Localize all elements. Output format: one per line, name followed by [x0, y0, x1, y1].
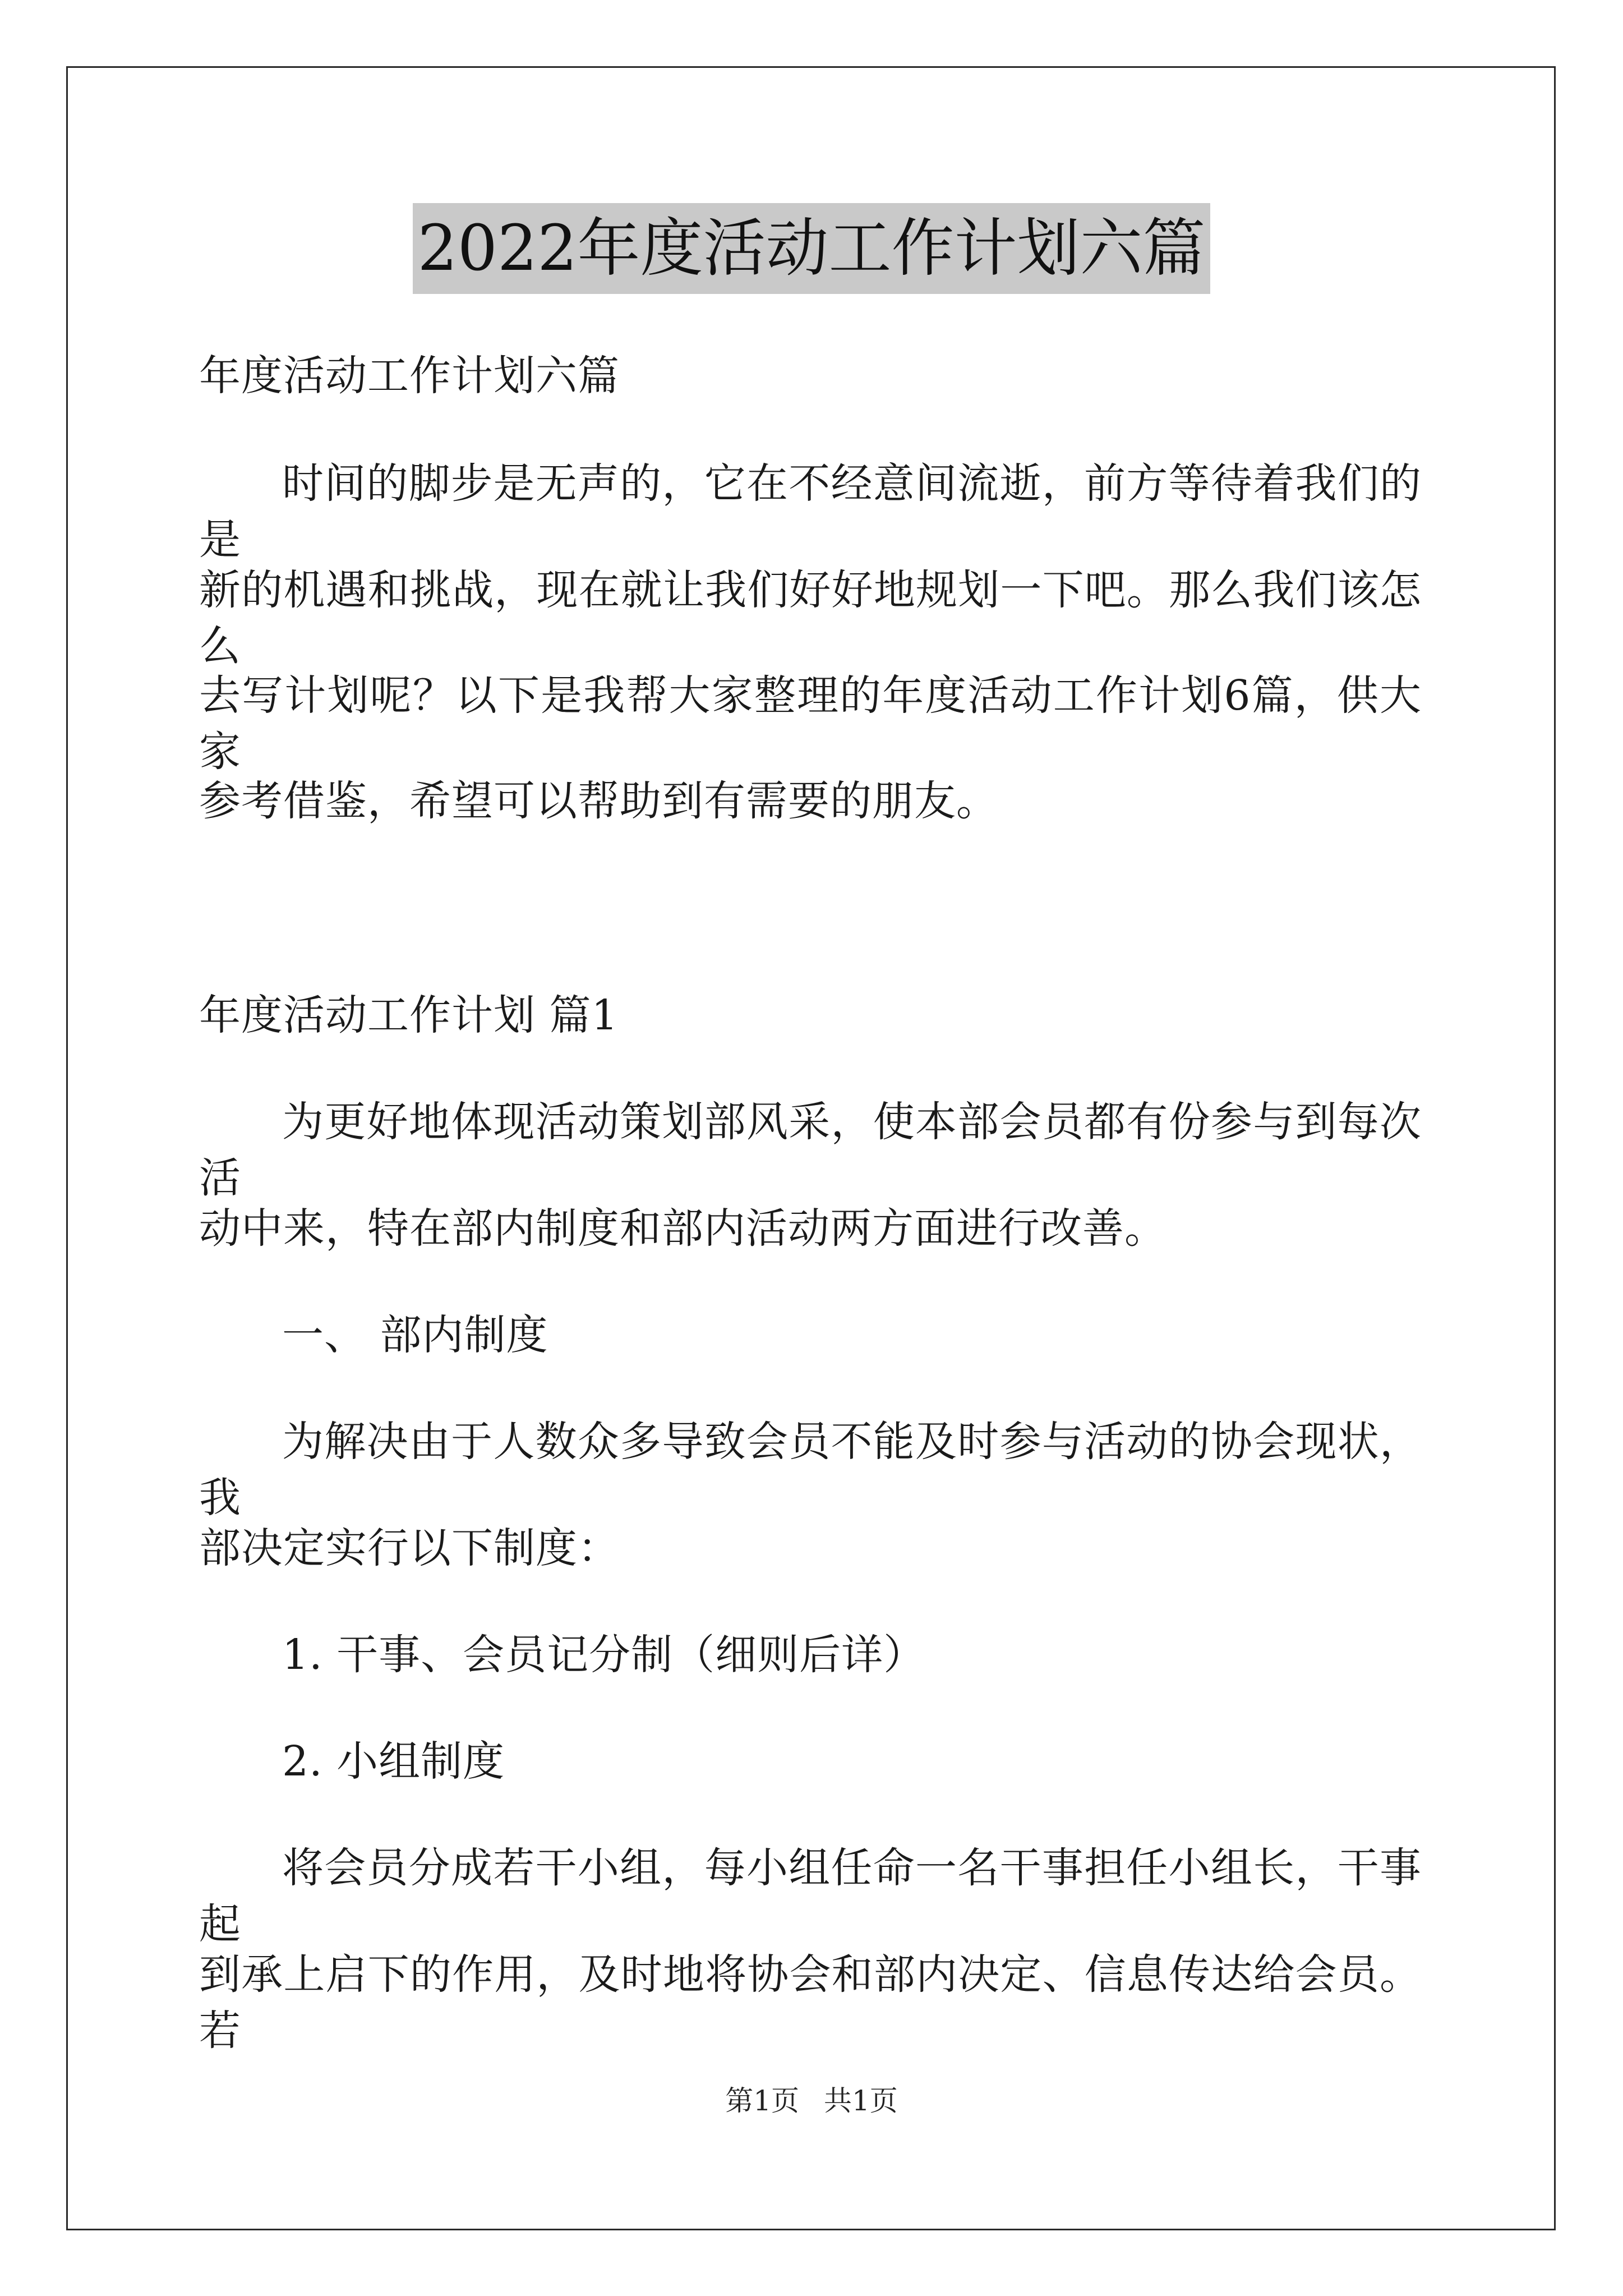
- list-item: 2. 小组制度: [282, 1737, 505, 1786]
- paragraph-line: 去写计划呢？以下是我帮大家整理的年度活动工作计划6篇，供大家: [199, 671, 1422, 776]
- paragraph-line: 参考借鉴，希望可以帮助到有需要的朋友。: [199, 777, 998, 825]
- section-heading: 年度活动工作计划 篇1: [199, 991, 619, 1039]
- document-title: 2022年度活动工作计划六篇: [413, 203, 1210, 294]
- title-container: [0, 203, 1623, 294]
- list-item: 1. 干事、会员记分制（细则后详）: [282, 1631, 926, 1679]
- paragraph-line: 时间的脚步是无声的，它在不经意间流逝，前方等待着我们的是: [199, 459, 1422, 564]
- subtitle-line: 年度活动工作计划六篇: [199, 352, 620, 400]
- paragraph-line: 为更好地体现活动策划部风采，使本部会员都有份参与到每次活: [199, 1098, 1422, 1202]
- page-number-current: 第1页: [725, 2085, 800, 2117]
- page-number-total: 共1页: [823, 2085, 898, 2117]
- paragraph-line: 新的机遇和挑战，现在就让我们好好地规划一下吧。那么我们该怎么: [199, 566, 1422, 670]
- paragraph-line: 动中来，特在部内制度和部内活动两方面进行改善。: [199, 1204, 1166, 1253]
- paragraph-line: 为解决由于人数众多导致会员不能及时参与活动的协会现状，我: [199, 1418, 1422, 1522]
- paragraph-line: 到承上启下的作用，及时地将协会和部内决定、信息传达给会员。若: [199, 1950, 1422, 2055]
- page-footer: [0, 2081, 1623, 2120]
- paragraph-line: 部决定实行以下制度：: [199, 1524, 620, 1572]
- subheading-line: 一、 部内制度: [282, 1311, 548, 1359]
- paragraph-line: 将会员分成若干小组，每小组任命一名干事担任小组长，干事起: [199, 1844, 1422, 1948]
